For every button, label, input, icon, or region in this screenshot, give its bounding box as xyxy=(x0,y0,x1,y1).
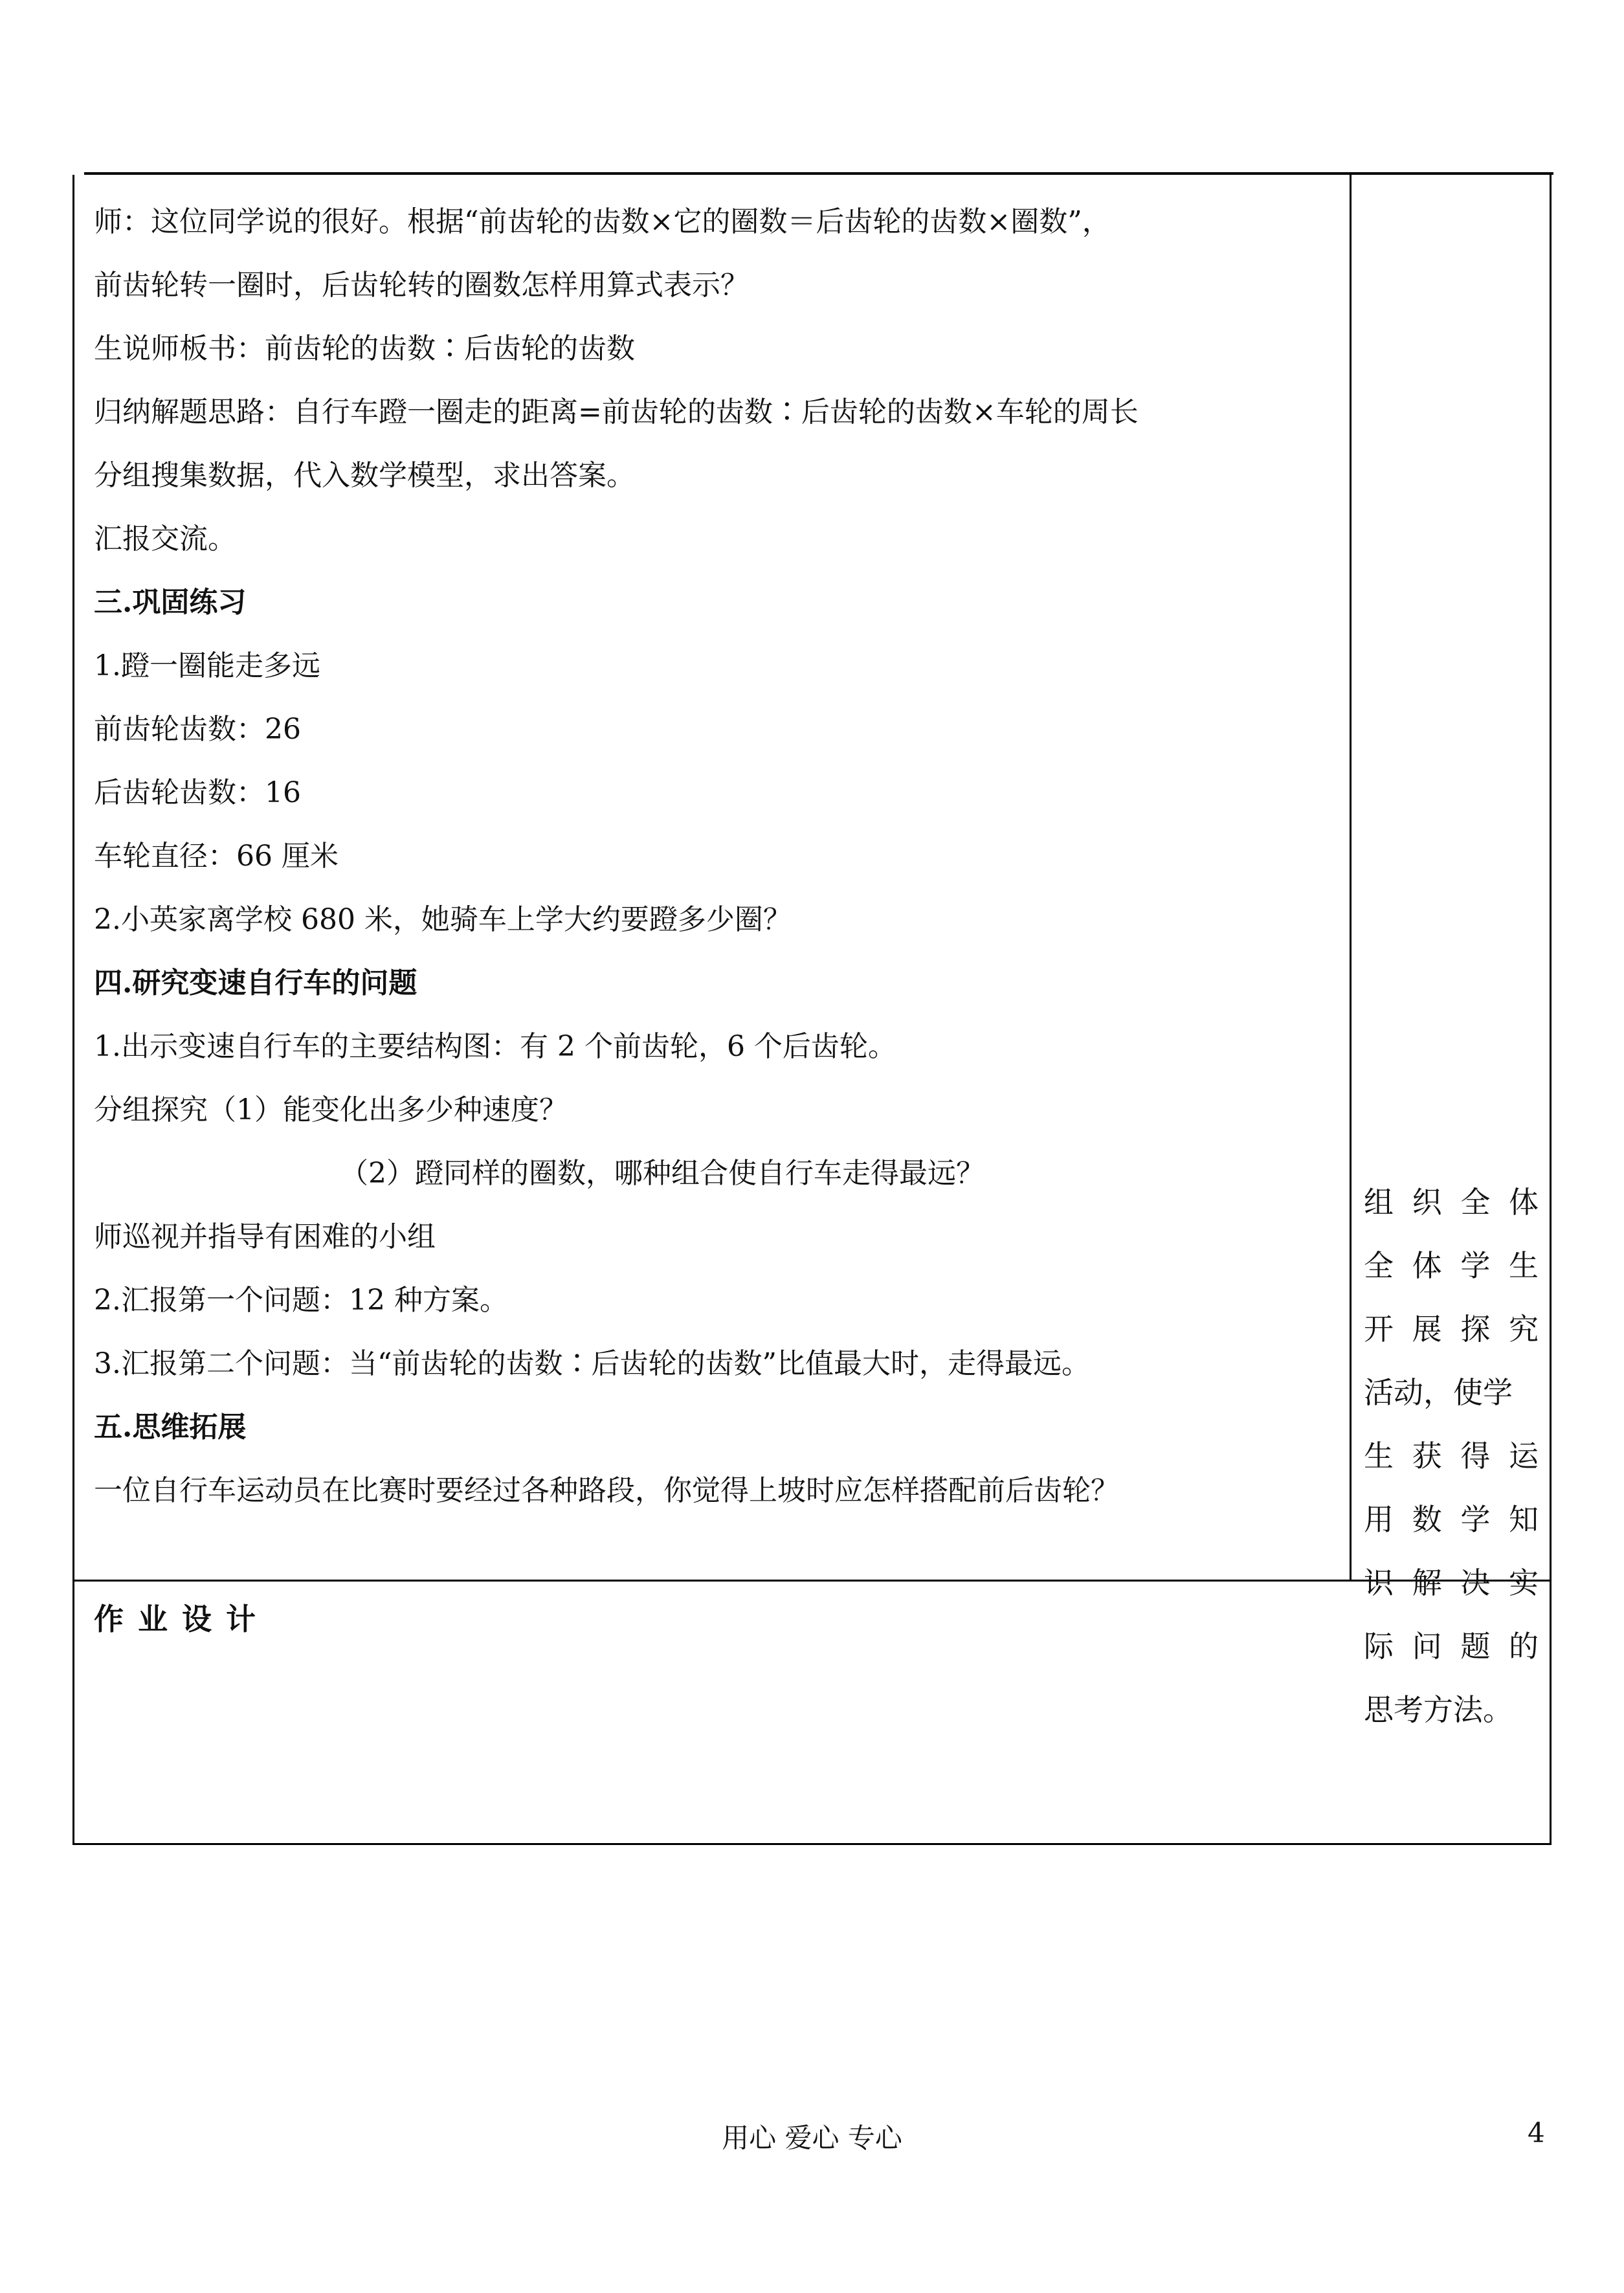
side-note-line: 思考方法。 xyxy=(1364,1692,1513,1727)
lesson-line: 后齿轮齿数：16 xyxy=(94,776,301,809)
lesson-line: 3.汇报第二个问题：当“前齿轮的齿数∶后齿轮的齿数”比值最大时，走得最远。 xyxy=(94,1347,1090,1380)
side-note-line: 识解决实 xyxy=(1364,1565,1539,1600)
lesson-line: （2）蹬同样的圈数，哪种组合使自行车走得最远？ xyxy=(340,1157,984,1190)
side-note-line: 活动，使学 xyxy=(1364,1375,1513,1410)
side-note-line: 开展探究 xyxy=(1364,1312,1539,1347)
homework-design-heading: 作业设计 xyxy=(94,1602,270,1637)
lesson-line: 汇报交流。 xyxy=(94,522,236,555)
lesson-line: 分组搜集数据，代入数学模型，求出答案。 xyxy=(94,459,635,492)
section-heading: 三.巩固练习 xyxy=(94,586,247,619)
lesson-line: 生说师板书：前齿轮的齿数∶后齿轮的齿数 xyxy=(94,332,635,365)
lesson-line: 前齿轮齿数：26 xyxy=(94,713,301,746)
lesson-line: 2.汇报第一个问题：12 种方案。 xyxy=(94,1284,508,1317)
page-number: 4 xyxy=(1528,2117,1545,2149)
side-note-line: 全体学生 xyxy=(1364,1248,1539,1283)
lesson-line: 一位自行车运动员在比赛时要经过各种路段，你觉得上坡时应怎样搭配前后齿轮？ xyxy=(94,1474,1119,1507)
side-note-line: 生获得运 xyxy=(1364,1438,1539,1473)
column-divider xyxy=(1350,175,1351,1580)
lesson-line: 归纳解题思路：自行车蹬一圈走的距离=前齿轮的齿数∶后齿轮的齿数×车轮的周长 xyxy=(94,396,1139,429)
side-note-line: 用数学知 xyxy=(1364,1502,1539,1537)
lesson-line: 1.出示变速自行车的主要结构图：有 2 个前齿轮，6 个后齿轮。 xyxy=(94,1030,896,1063)
lesson-line: 师巡视并指导有困难的小组 xyxy=(94,1220,436,1253)
design-intent-cell xyxy=(1364,1170,1539,1741)
lesson-line: 1.蹬一圈能走多远 xyxy=(94,649,320,682)
lesson-line: 2.小英家离学校 680 米，她骑车上学大约要蹬多少圈？ xyxy=(94,903,792,936)
lesson-line: 车轮直径：66 厘米 xyxy=(94,840,339,873)
lesson-line: 师：这位同学说的很好。根据“前齿轮的齿数×它的圈数＝后齿轮的齿数×圈数”， xyxy=(94,205,1111,238)
side-note-line: 组织全体 xyxy=(1364,1185,1539,1220)
lesson-content-cell xyxy=(94,190,1343,1523)
section-heading: 四.研究变速自行车的问题 xyxy=(94,967,417,1000)
lesson-line: 分组探究（1）能变化出多少种速度？ xyxy=(94,1093,568,1126)
footer-motto: 用心 爱心 专心 xyxy=(722,2122,902,2154)
side-note-line: 际问题的 xyxy=(1364,1629,1539,1664)
section-heading: 五.思维拓展 xyxy=(94,1411,247,1444)
row-divider xyxy=(74,1580,1550,1582)
lesson-table xyxy=(72,175,1552,1845)
lesson-line: 前齿轮转一圈时，后齿轮转的圈数怎样用算式表示？ xyxy=(94,269,749,302)
